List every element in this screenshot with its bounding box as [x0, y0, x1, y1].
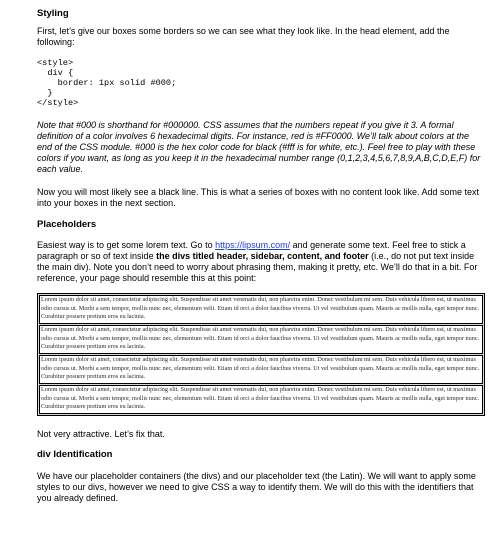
div-identification-text: We have our placeholder containers (the divs) and our placeholder text (the Latin). We will want to apply some styles to our divs, however we need to give CSS a way to identify them. We will do this with the identifiers that you already defined.	[37, 471, 476, 503]
color-note: Note that #000 is shorthand for #000000. CSS assumes that the numbers repeat if you give it 3. A formal definition of a color involves 6 hexadecimal digits. For instance, red is #FF0000. We’ll talk about colors at the end of the CSS module. #000 is the hex color code for black (#fff is for white, etc.). Feel free to play with these colors if you want, as long as you keep it in the hexadecimal number range (0,1,2,3,4,5,6,7,8,9,A,B,C,D,E,F) for each value.	[37, 120, 481, 174]
lorem-box: Lorem ipsum dolor sit amet, consectetur adipiscing elit. Suspendisse sit amet venenatis dui, non pharetra enim. Donec vestibulum mi sem. Duis vehicula libero est, ut maximus odio cursus ut. Morbi a sem tempor, mollis nunc nec, elementum velit. Etiam id orci a dolor faucibus viverra. Ut vel vestibulum quam. Mauris ac mollis nulla, eget tempor nunc. Curabitur posuere pretium eros eu lacinia.	[39, 295, 483, 324]
styling-intro: First, let’s give our boxes some borders so we can see what they look like. In the head element, add the following:	[37, 26, 450, 47]
style-code-block	[37, 58, 485, 108]
black-line-text: Now you will most likely see a black line. This is what a series of boxes with no content look like. Add some text into your boxes in the next section.	[37, 187, 480, 208]
placeholders-text-b: and generate some text. Feel free to stick a paragraph or so of text inside	[37, 240, 466, 261]
lorem-box: Lorem ipsum dolor sit amet, consectetur adipiscing elit. Suspendisse sit amet venenatis dui, non pharetra enim. Donec vestibulum mi sem. Duis vehicula libero est, ut maximus odio cursus ut. Morbi a sem tempor, mollis nunc nec, elementum velit. Etiam id orci a dolor faucibus viverra. Ut vel vestibulum quam. Mauris ac mollis nulla, eget tempor nunc. Curabitur posuere pretium eros eu lacinia.	[39, 325, 483, 354]
document-page	[37, 8, 485, 504]
placeholders-text-a: Easiest way is to get some lorem text. Go to	[37, 240, 216, 250]
code-line: <style>	[37, 58, 74, 68]
placeholders-heading: Placeholders	[37, 219, 97, 230]
lipsum-link[interactable]: https://lipsum.com/	[215, 240, 291, 250]
styling-heading: Styling	[37, 8, 69, 19]
code-line: div {	[37, 68, 74, 78]
placeholders-text-c: (i.e., do not put text inside the main div). Note you don’t need to worry about phrasing them, making it pretty, etc. We’ll do that in a bit. For reference, your page should resemble this at this point:	[37, 251, 478, 283]
placeholders-bold-text: the divs titled header, sidebar, content, and footer	[156, 251, 369, 261]
reference-screenshot	[37, 293, 485, 416]
placeholders-paragraph	[37, 240, 485, 284]
not-attractive-text: Not very attractive. Let’s fix that.	[37, 429, 165, 439]
code-line: }	[37, 88, 53, 98]
lorem-box: Lorem ipsum dolor sit amet, consectetur adipiscing elit. Suspendisse sit amet venenatis dui, non pharetra enim. Donec vestibulum mi sem. Duis vehicula libero est, ut maximus odio cursus ut. Morbi a sem tempor, mollis nunc nec, elementum velit. Etiam id orci a dolor faucibus viverra. Ut vel vestibulum quam. Mauris ac mollis nulla, eget tempor nunc. Curabitur posuere pretium eros eu lacinia.	[39, 355, 483, 384]
code-line: border: 1px solid #000;	[37, 78, 177, 88]
div-identification-heading: div Identification	[37, 449, 113, 460]
code-line: </style>	[37, 98, 79, 108]
lorem-box: Lorem ipsum dolor sit amet, consectetur adipiscing elit. Suspendisse sit amet venenatis dui, non pharetra enim. Donec vestibulum mi sem. Duis vehicula libero est, ut maximus odio cursus ut. Morbi a sem tempor, mollis nunc nec, elementum velit. Etiam id orci a dolor faucibus viverra. Ut vel vestibulum quam. Mauris ac mollis nulla, eget tempor nunc. Curabitur posuere pretium eros eu lacinia.	[39, 385, 483, 414]
